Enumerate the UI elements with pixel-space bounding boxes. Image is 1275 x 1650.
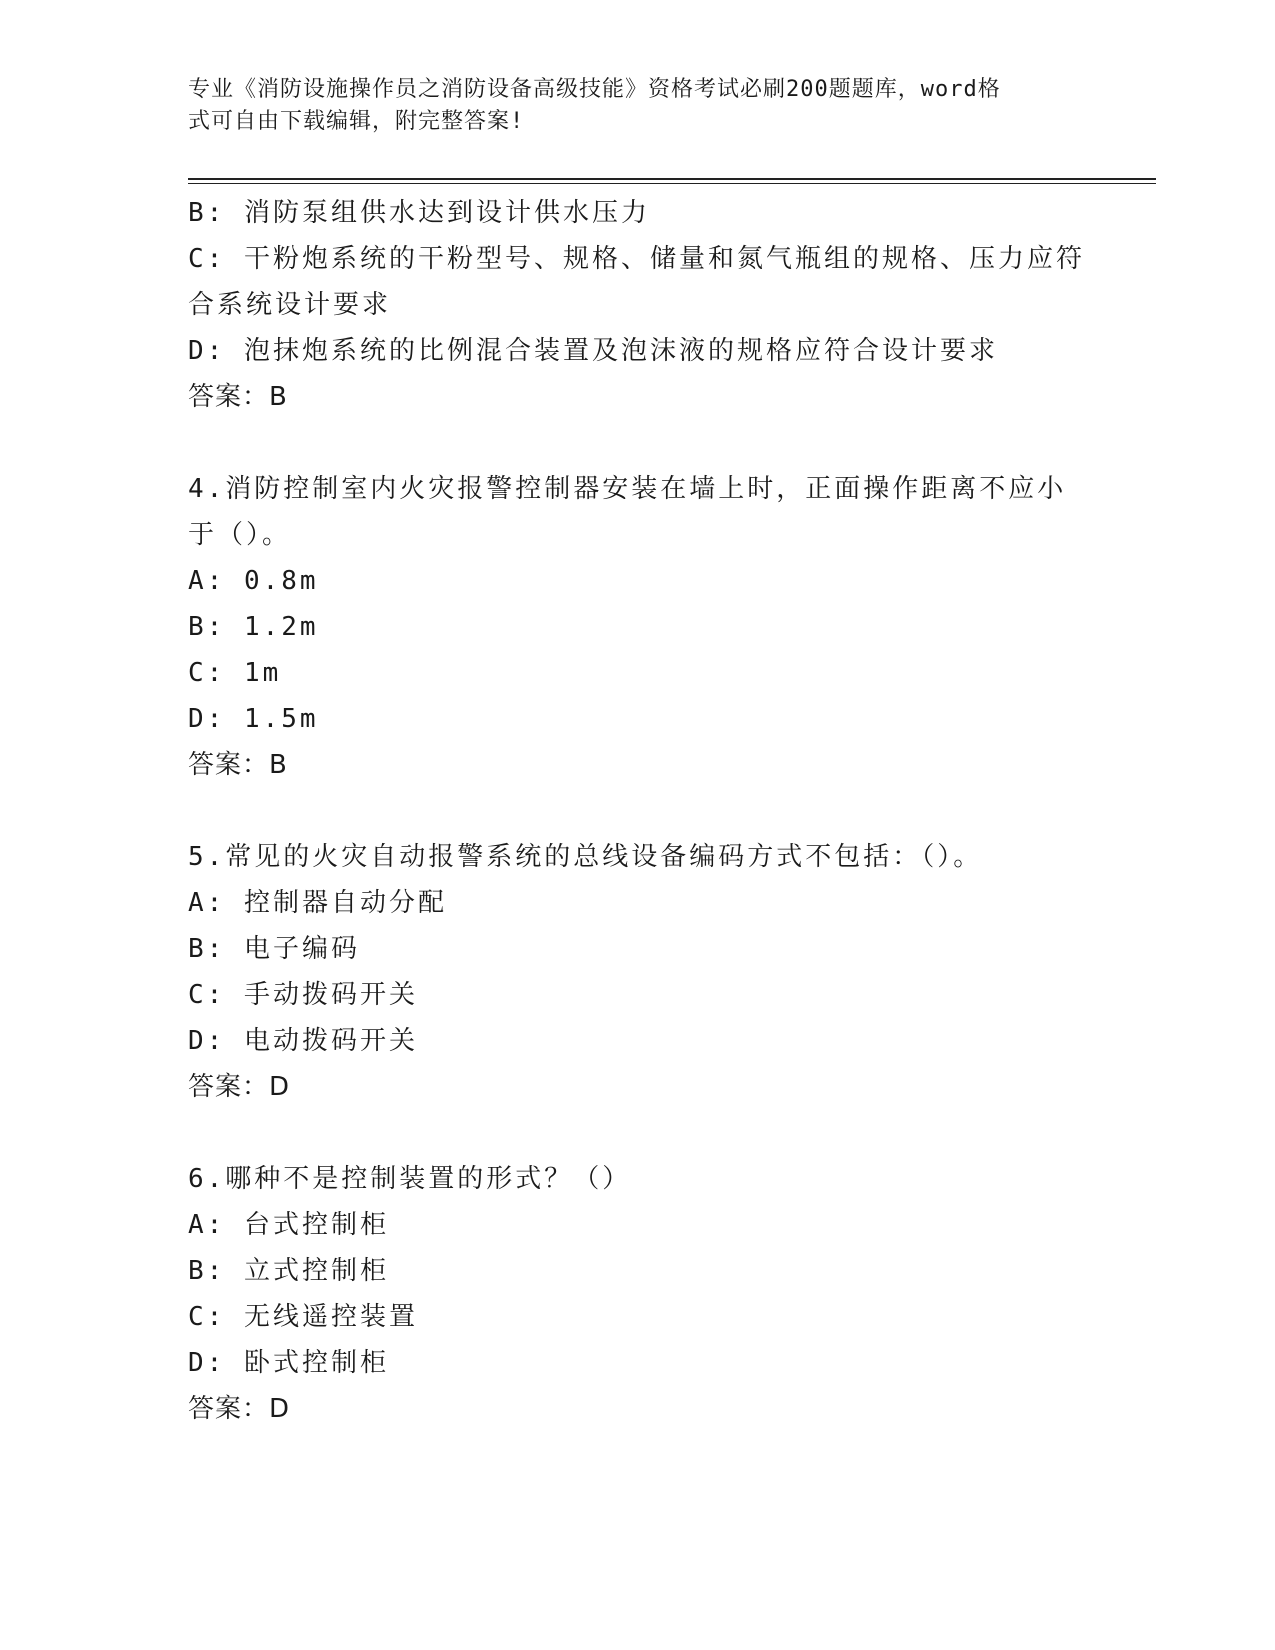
- q4-option-d: D: 1.5m: [188, 704, 319, 734]
- q4-option-b: B: 1.2m: [188, 612, 319, 642]
- q6-option-b: B: 立式控制柜: [188, 1256, 389, 1286]
- question-4: [188, 466, 1088, 788]
- question-5: [188, 834, 1088, 1110]
- q4-option-c: C: 1m: [188, 658, 282, 688]
- question-list: [188, 190, 1088, 1432]
- q3-answer: 答案：B: [188, 382, 288, 412]
- q5-option-d: D: 电动拨码开关: [188, 1026, 418, 1056]
- q5-option-a: A: 控制器自动分配: [188, 888, 447, 918]
- q4-option-a: A: 0.8m: [188, 566, 319, 596]
- spacer: [188, 1110, 1088, 1156]
- q5-option-b: B: 电子编码: [188, 934, 360, 964]
- q3-option-d: D: 泡抹炮系统的比例混合装置及泡沫液的规格应符合设计要求: [188, 336, 998, 366]
- q3-option-b: B: 消防泵组供水达到设计供水压力: [188, 198, 650, 228]
- q4-text-line-2: 于（）。: [188, 520, 292, 550]
- header-title-line-2: 式可自由下载编辑，附完整答案!: [188, 109, 525, 134]
- document-header: [188, 74, 1068, 138]
- header-title-line-1: 专业《消防设施操作员之消防设备高级技能》资格考试必刷200题题库，word格: [188, 77, 1001, 102]
- q5-option-c: C: 手动拨码开关: [188, 980, 418, 1010]
- question-6: [188, 1156, 1088, 1432]
- q5-answer: 答案：D: [188, 1072, 291, 1102]
- q6-option-d: D: 卧式控制柜: [188, 1348, 389, 1378]
- q3-option-c-line-1: C: 干粉炮系统的干粉型号、规格、储量和氮气瓶组的规格、压力应符: [188, 244, 1085, 274]
- header-divider: [188, 178, 1156, 184]
- spacer: [188, 788, 1088, 834]
- q3-option-c-line-2: 合系统设计要求: [188, 290, 392, 320]
- spacer: [188, 420, 1088, 466]
- q5-text: 5.常见的火灾自动报警系统的总线设备编码方式不包括：（）。: [188, 842, 983, 872]
- q6-text: 6.哪种不是控制装置的形式？（）: [188, 1164, 632, 1194]
- question-3-partial: [188, 190, 1088, 420]
- q4-text-line-1: 4.消防控制室内火灾报警控制器安装在墙上时，正面操作距离不应小: [188, 474, 1067, 504]
- q4-answer: 答案：B: [188, 750, 288, 780]
- q6-answer: 答案：D: [188, 1394, 291, 1424]
- q6-option-c: C: 无线遥控装置: [188, 1302, 418, 1332]
- q6-option-a: A: 台式控制柜: [188, 1210, 389, 1240]
